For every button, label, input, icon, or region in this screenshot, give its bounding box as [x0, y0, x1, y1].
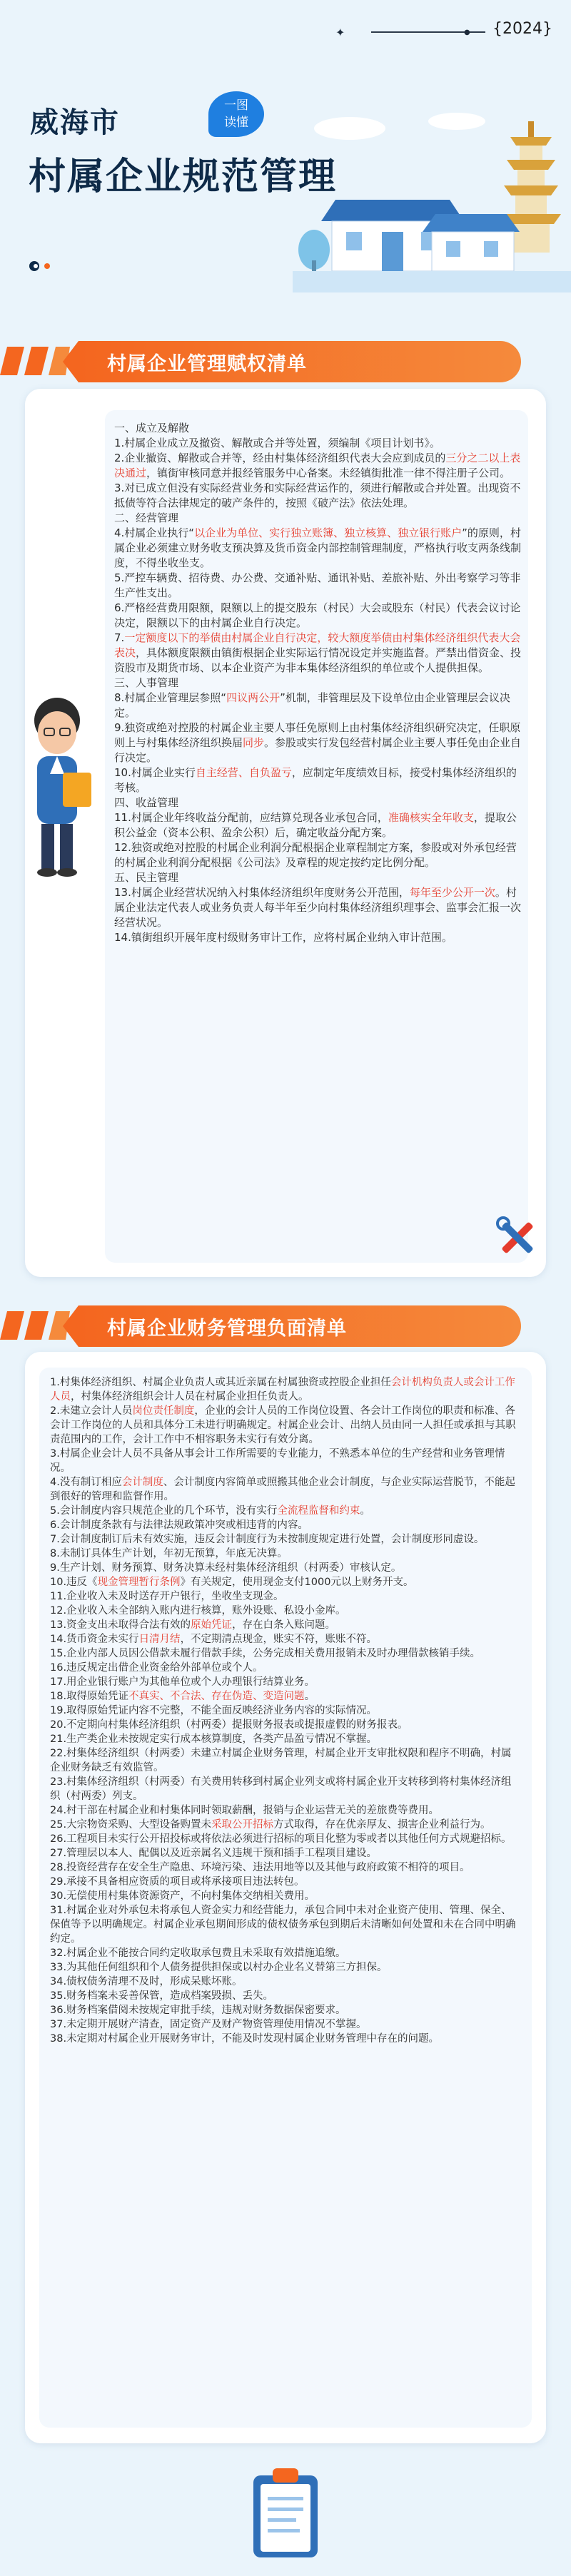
clause-text: 17.用企业银行账户为其他单位或个人办理银行结算业务。: [50, 1676, 315, 1688]
clause-text: 》有关规定，使用现金支付1000元以上财务开支。: [180, 1577, 414, 1588]
page-title: 村属企业规范管理: [29, 156, 338, 198]
clause-text: 29.承接不具备相应资质的项目或将承接项目违法转包。: [50, 1876, 305, 1888]
clause-text: 31.村属企业对外承包未将承包人资金实力和经营能力，承包合同中未对企业资产使用、管理、保全、保值等予以明确规定。村属企业承包期间形成的债权债务承包到期后未清晰如何处置和未在合同中明确约定。: [50, 1905, 516, 1945]
clause-paragraph: [50, 1960, 521, 1975]
clause-text: 36.财务档案借阅未按规定审批手续，违规对财务数据保密要求。: [50, 2005, 346, 2016]
clause-text: 15.企业内部人员因公借款未履行借款手续，公务完成相关费用报销未及时办理借款核销手续。: [50, 1648, 481, 1659]
clause-text: 三、人事管理: [114, 676, 179, 689]
clause-paragraph: [50, 2032, 521, 2046]
clause-paragraph: [50, 1632, 521, 1646]
clause-text: 32.村属企业不能按合同约定收取承包费且未采取有效措施追缴。: [50, 1948, 346, 1959]
clause-text: 3.对已成立但没有实际经营业务和实际经营运作的，须进行解散或合并处置。出现资不抵债等符合法律规定的破产条件的，按照《破产法》依法处理。: [114, 482, 521, 509]
clause-paragraph: [114, 765, 525, 795]
clause-text: 9.独资或绝对控股的村属企业主要人事任免原则上由村集体经济组织研究决定，任职原则上与村集体经济组织换届: [114, 721, 521, 749]
clause-paragraph: [50, 1818, 521, 1832]
clause-text: 5.会计制度内容只规范企业的几个环节，没有实行: [50, 1505, 278, 1517]
highlighted-text: 每年至少公开一次: [409, 886, 495, 899]
clause-text: 34.债权债务清理不及时，形成呆账坏账。: [50, 1976, 243, 1987]
highlighted-text: 四议两公开: [226, 691, 281, 704]
clause-paragraph: [114, 795, 525, 810]
bubble-line-2: 读懂: [224, 116, 248, 130]
clause-text: 7.: [114, 631, 125, 644]
clause-text: 。参股或实行发包经营村属企业主要人事任免由企业自行决定。: [114, 736, 522, 764]
clause-paragraph: [50, 1646, 521, 1661]
clause-text: 1.村属企业成立及撤资、解散或合并等处置，须编制《项目计划书》。: [114, 437, 440, 449]
clause-paragraph: [50, 1846, 521, 1860]
clause-text: 19.取得原始凭证内容不完整，不能全面反映经济业务内容的实际情况。: [50, 1705, 378, 1716]
clause-text: 4.没有制订相应: [50, 1477, 122, 1488]
clause-paragraph: [50, 1903, 521, 1946]
clause-paragraph: [50, 1404, 521, 1447]
clause-paragraph: [50, 1447, 521, 1475]
clause-paragraph: [114, 930, 525, 945]
clause-text: 23.村集体经济组织（村两委）有关费用转移到村属企业列支或将村属企业开支转移到将村集体经济组织（村两委）列支。: [50, 1776, 512, 1802]
clause-paragraph: [50, 1832, 521, 1846]
clause-text: 11.村属企业年终收益分配前，应结算兑现各业承包合同，: [114, 811, 388, 824]
cloud-icon: [314, 113, 485, 140]
highlighted-text: 岗位责任制度: [132, 1405, 195, 1417]
clause-text: 6.会计制度条款有与法律法规政策冲突或相违背的内容。: [50, 1519, 308, 1531]
clause-text: 5.严控车辆费、招待费、办公费、交通补贴、通讯补贴、差旅补贴、外出考察学习等非生产性支出。: [114, 571, 521, 599]
highlighted-text: 会计制度: [121, 1477, 163, 1488]
clause-text: 9.生产计划、财务预算、财务决算未经村集体经济组织（村两委）审核认定。: [50, 1562, 402, 1574]
banner-stripes-icon: [0, 347, 70, 375]
clause-text: 37.未定期开展财产清查，固定资产及财产物资管理使用情况不掌握。: [50, 2019, 367, 2030]
clause-paragraph: [50, 1561, 521, 1575]
clause-text: 3.村属企业会计人员不具备从事会计工作所需要的专业能力，不熟悉本单位的生产经营和业务管理情况。: [50, 1448, 505, 1474]
city-name: 威海市: [30, 106, 120, 139]
highlighted-text: 原始凭证: [191, 1619, 233, 1631]
clause-paragraph: [114, 511, 525, 526]
highlighted-text: 自主经营、自负盈亏: [195, 766, 292, 779]
clause-paragraph: [50, 1746, 521, 1775]
clause-text: 21.生产类企业未按规定实行成本核算制度，各类产品盈亏情况不掌握。: [50, 1734, 378, 1745]
clause-paragraph: [50, 1889, 521, 1903]
dot-icon: ●: [464, 29, 470, 36]
clause-paragraph: [50, 1661, 521, 1675]
highlighted-text: 以企业为单位、实行独立账簿、独立核算、独立银行账户: [194, 526, 463, 539]
clause-text: 2.未建立会计人员: [50, 1405, 133, 1417]
clause-paragraph: [50, 1589, 521, 1604]
tree-icon: [298, 230, 330, 276]
clause-text: ，镇街审核同意并报经管服务中心备案。未经镇街批准一律不得注册子公司。: [146, 467, 511, 479]
clause-text: 方式取得，存在优亲厚友、损害企业利益行为。: [273, 1819, 491, 1831]
clause-text: 16.违反规定出借企业资金给外部单位或个人。: [50, 1662, 263, 1674]
clause-text: 10.违反《: [50, 1577, 98, 1588]
one-chart-bubble: [208, 91, 264, 137]
clause-text: 14.货币资金未实行: [50, 1634, 139, 1645]
clipboard-icon: [243, 2461, 328, 2561]
clause-paragraph: [50, 1518, 521, 1532]
clause-text: 。: [304, 1691, 315, 1702]
section-1-banner: [0, 341, 571, 382]
clause-paragraph: [50, 1689, 521, 1704]
clause-paragraph: [50, 1732, 521, 1746]
highlighted-text: 三分之二以上表决通过: [114, 452, 521, 479]
clause-text: 28.投资经营存在安全生产隐患、环境污染、违法用地等以及其他与政府政策不相符的项目。: [50, 1862, 470, 1873]
clause-text: 12.独资或绝对控股的村属企业利润分配根据企业章程制定方案，参股或对外承包经营的村属企业利润分配根据《公司法》及章程的规定按约定比例分配。: [114, 841, 517, 869]
clause-text: 25.大宗物资采购、大型设备购置未: [50, 1819, 212, 1831]
clause-text: 8.未制订具体生产计划，年初无预算，年底无决算。: [50, 1548, 288, 1559]
clause-paragraph: [50, 1375, 521, 1404]
clause-text: 。: [360, 1505, 370, 1517]
clause-paragraph: [50, 1975, 521, 1989]
tools-icon: [492, 1213, 542, 1263]
clause-paragraph: [114, 601, 525, 631]
clause-text: 6.严格经营费用限额，限额以上的提交股东（村民）大会或股东（村民）代表会议讨论决定，限额以下的由村属企业自行决定。: [114, 601, 521, 629]
clause-text: ，存在白条入账问题。: [232, 1619, 336, 1631]
clause-paragraph: [50, 1475, 521, 1504]
clause-text: ”机制，非管理层及下设单位由企业管理层会议决定。: [114, 691, 510, 719]
clause-text: 1.村集体经济组织、村属企业负责人或其近亲属在村属独资或控股企业担任: [50, 1377, 391, 1388]
highlighted-text: 一定额度以下的举债由村属企业自行决定，较大额度举债由村集体经济组织代表大会表决: [114, 631, 521, 659]
clause-paragraph: [50, 1860, 521, 1875]
clause-text: 2.企业撤资、解散或合并等，经由村集体经济组织代表大会应到成员的: [114, 452, 446, 464]
person-reading-icon: [0, 688, 107, 881]
building-icon: [321, 200, 520, 271]
clause-paragraph: [114, 810, 525, 840]
clause-paragraph: [50, 1718, 521, 1732]
clause-text: 、会计制度内容简单或照搬其他企业会计制度，与企业实际运营脱节，不能起到很好的管理和监督作用。: [50, 1477, 515, 1502]
clause-paragraph: [114, 571, 525, 601]
clause-paragraph: [50, 1618, 521, 1632]
clause-text: 24.村干部在村属企业和村集体同时领取薪酬，报销与企业运营无关的差旅费等费用。: [50, 1805, 440, 1816]
clause-text: 30.无偿使用村集体资源资产，不向村集体交纳相关费用。: [50, 1890, 315, 1902]
clause-text: 五、民主管理: [114, 871, 179, 884]
clause-text: 13.资金支出未取得合法有效的: [50, 1619, 191, 1631]
banner-stripes-icon: [0, 1311, 70, 1340]
year-label: {2024}: [492, 20, 552, 38]
clause-paragraph: [50, 1946, 521, 1960]
clause-text: 26.工程项目未实行公开招投标或将依法必须进行招标的项目化整为零或者以其他任何方式规避招标。: [50, 1833, 512, 1845]
clause-paragraph: [50, 1604, 521, 1618]
clause-paragraph: [114, 526, 525, 571]
clause-paragraph: [50, 1989, 521, 2003]
clause-text: ，不定期清点现金，账实不符，账账不符。: [180, 1634, 378, 1645]
clause-paragraph: [114, 691, 525, 721]
clause-paragraph: [50, 1504, 521, 1518]
highlighted-text: 现金管理暂行条例: [97, 1577, 181, 1588]
section-2-content: [50, 1375, 521, 2046]
clause-text: 27.管理层以本人、配偶以及近亲属名义违规干预和插手工程项目建设。: [50, 1848, 378, 1859]
clause-text: ，村集体经济组织会计人员在村属企业担任负责人。: [71, 1391, 309, 1402]
clause-text: ，具体额度限额由镇街根据企业实际运行情况设定并实施监督。严禁出借资金、投资股市及期货市场、以本企业资产为非本集体经济组织的单位或个人提供担保。: [114, 646, 522, 674]
section-2-banner: [0, 1305, 571, 1347]
clause-text: 10.村属企业实行: [114, 766, 196, 779]
clause-paragraph: [50, 1532, 521, 1547]
section-1-title: 村属企业管理赋权清单: [107, 353, 307, 375]
clause-text: 7.会计制度制订后未有效实施，违反会计制度行为未按制度规定进行处置，会计制度形同虚设。: [50, 1534, 485, 1545]
clause-paragraph: [50, 1675, 521, 1689]
clause-paragraph: [114, 436, 525, 451]
clause-paragraph: [50, 1575, 521, 1589]
clause-paragraph: [50, 1803, 521, 1818]
clause-text: 38.未定期对村属企业开展财务审计，不能及时发现村属企业财务管理中存在的问题。: [50, 2033, 440, 2045]
clause-text: 13.村属企业经营状况纳入村集体经济组织年度财务公开范围，: [114, 886, 410, 899]
clause-paragraph: [50, 2017, 521, 2032]
clause-paragraph: [114, 840, 525, 870]
dots-icon: [29, 260, 57, 273]
section-1-content: [114, 421, 525, 945]
clause-text: 11.企业收入未及时送存开户银行，坐收坐支现金。: [50, 1591, 284, 1602]
highlighted-text: 不真实、不合法、存在伪造、变造问题: [128, 1691, 305, 1702]
clause-text: ，企业的会计人员的工作岗位设置、各会计工作岗位的职责和标准、各会计工作岗位的人员和具体分工未进行明确规定。村属企业会计、出纳人员由同一人担任或承担与其职责范围内的工作，会计工作中不相容职务未实行有效分离。: [50, 1405, 516, 1445]
clause-text: 12.企业收入未全部纳入账内进行核算，账外设账、私设小金库。: [50, 1605, 346, 1617]
highlighted-text: 采取公开招标: [211, 1819, 274, 1831]
clause-paragraph: [114, 481, 525, 511]
highlighted-text: 同步: [243, 736, 265, 749]
clause-text: 。村属企业法定代表人或业务负责人每半年至少向村集体经济组织理事会、监事会汇报一次经营状况。: [114, 886, 522, 929]
clause-paragraph: [50, 1775, 521, 1803]
clause-text: ，应制定年度绩效目标，接受村集体经济组织的考核。: [114, 766, 517, 794]
clause-text: ，提取公积公益金（资本公积、盈余公积）后，确定收益分配方案。: [114, 811, 517, 839]
clause-paragraph: [50, 2003, 521, 2017]
clause-text: 35.财务档案未妥善保管，造成档案毁损、丢失。: [50, 1990, 274, 2002]
clause-text: 4.村属企业执行“: [114, 526, 195, 539]
section-2-title: 村属企业财务管理负面清单: [107, 1318, 347, 1340]
clause-text: 二、经营管理: [114, 511, 179, 524]
village-scene-icon: [293, 78, 571, 292]
clause-text: 14.镇街组织开展年度村级财务审计工作，应将村属企业纳入审计范围。: [114, 931, 453, 944]
highlighted-text: 全流程监督和约束: [277, 1505, 360, 1517]
sparkle-icon: ✦: [335, 26, 345, 39]
bubble-line-1: 一图: [224, 98, 248, 113]
highlighted-text: 日清月结: [138, 1634, 181, 1645]
clause-paragraph: [50, 1704, 521, 1718]
highlighted-text: 会计机构负责人或会计工作人员: [50, 1377, 515, 1402]
clause-paragraph: [50, 1547, 521, 1561]
clause-text: 四、收益管理: [114, 796, 179, 809]
clause-paragraph: [114, 870, 525, 885]
clause-text: ”的原则，村属企业必须建立财务收支预决算及货币资金内部控制管理制度，严格执行收支两条线制度，不得坐收坐支。: [114, 526, 522, 569]
clause-text: 18.取得原始凭证: [50, 1691, 129, 1702]
clause-paragraph: [114, 451, 525, 481]
clause-text: 33.为其他任何组织和个人债务提供担保或以村办企业名义替第三方担保。: [50, 1962, 388, 1973]
clause-paragraph: [114, 721, 525, 765]
clause-paragraph: [114, 885, 525, 930]
clause-paragraph: [114, 676, 525, 691]
highlighted-text: 准确核实全年收支: [388, 811, 474, 824]
clause-paragraph: [50, 1875, 521, 1889]
clause-text: 8.村属企业管理层参照“: [114, 691, 227, 704]
clause-text: 一、成立及解散: [114, 422, 190, 434]
clause-text: 20.不定期向村集体经济组织（村两委）提报财务报表或提报虚假的财务报表。: [50, 1719, 408, 1731]
clause-text: 22.村集体经济组织（村两委）未建立村属企业财务管理，村属企业开支审批权限和程序不明确，村属企业财务缺乏有效监管。: [50, 1748, 512, 1773]
clause-paragraph: [114, 631, 525, 676]
clause-paragraph: [114, 421, 525, 436]
